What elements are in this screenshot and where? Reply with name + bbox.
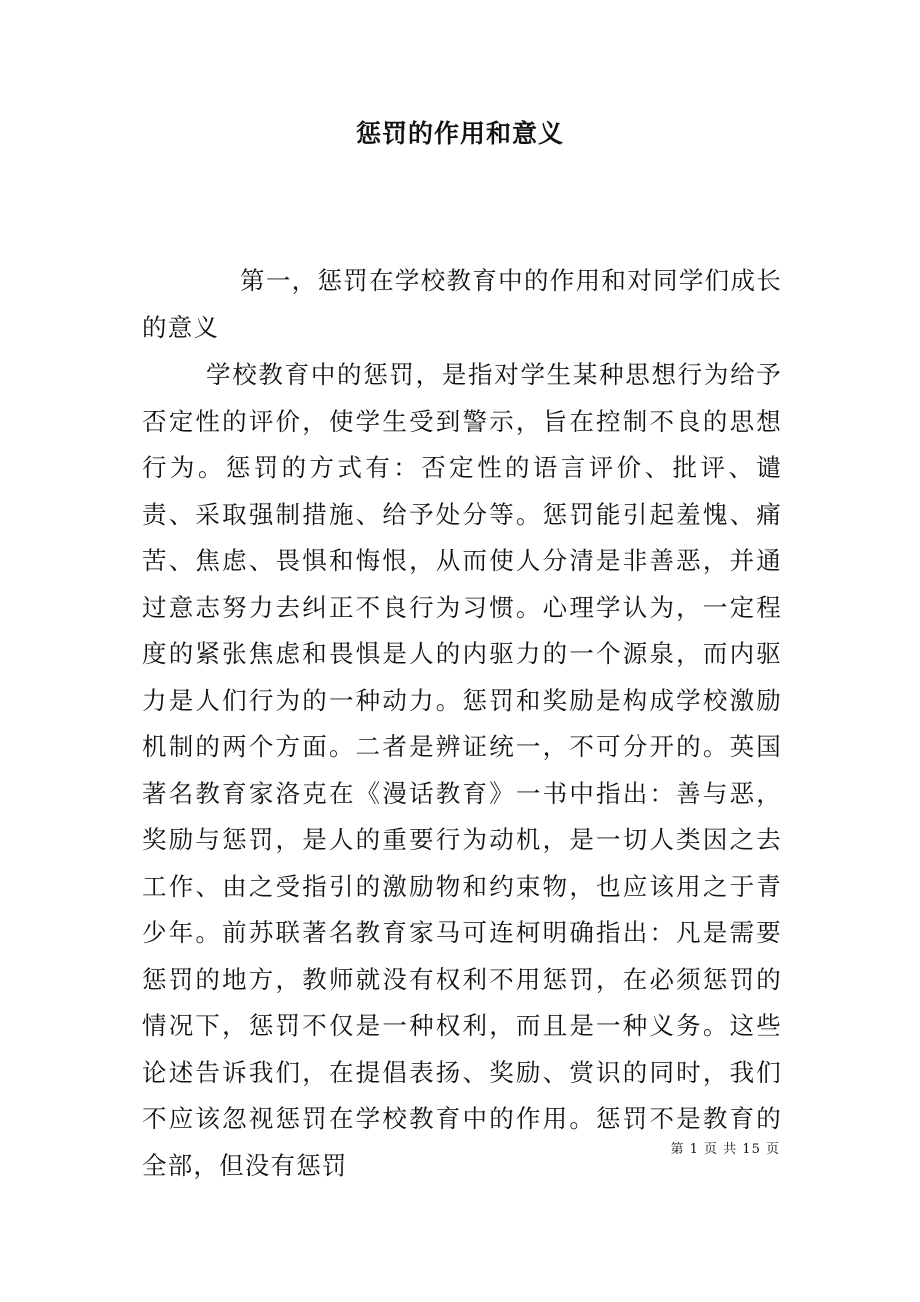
section-heading: 第一，惩罚在学校教育中的作用和对同学们成长的意义 (142, 266, 782, 342)
body-paragraph: 学校教育中的惩罚，是指对学生某种思想行为给予否定性的评价，使学生受到警示，旨在控制不良的思想行为。惩罚的方式有：否定性的语言评价、批评、谴责、采取强制措施、给予处分等。惩罚能引起羞愧、痛苦、焦虑、畏惧和悔恨，从而使人分清是非善恶，并通过意志努力去纠正不良行为习惯。心理学认为，一定程度的紧张焦虑和畏惧是人的内驱力的一个源泉，而内驱力是人们行为的一种动力。惩罚和奖励是构成学校激励机制的两个方面。二者是辨证统一，不可分开的。英国著名教育家洛克在《漫话教育》一书中指出：善与恶，奖励与惩罚，是人的重要行为动机，是一切人类因之去工作、由之受指引的激励物和约束物，也应该用之于青少年。前苏联著名教育家马可连柯明确指出：凡是需要惩罚的地方，教师就没有权利不用惩罚，在必须惩罚的情况下，惩罚不仅是一种权利，而且是一种义务。这些论述告诉我们，在提倡表扬、奖励、赏识的同时，我们不应该忽视惩罚在学校教育中的作用。惩罚不是教育的全部，但没有惩罚 (142, 360, 782, 1180)
footer-total-pages: 15 (742, 1142, 761, 1157)
footer-suffix: 页 (765, 1142, 780, 1157)
document-title: 惩罚的作用和意义 (355, 119, 564, 148)
footer-current-page: 1 (689, 1142, 699, 1157)
footer-prefix: 第 (670, 1142, 685, 1157)
page-number-footer (670, 1140, 780, 1160)
footer-middle: 页 共 (704, 1142, 738, 1157)
